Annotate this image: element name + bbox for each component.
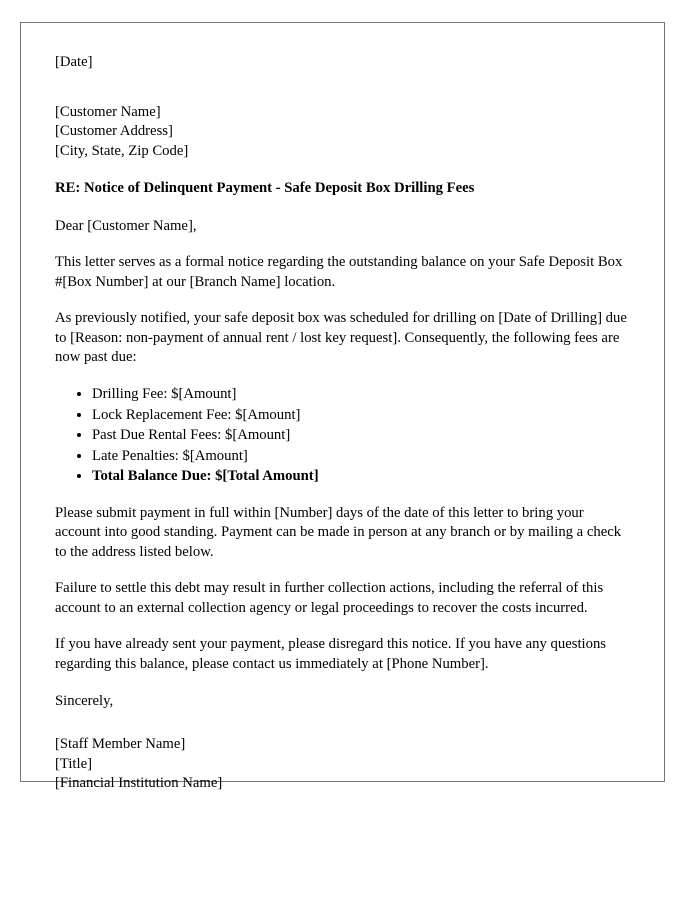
recipient-address-block [55, 103, 630, 162]
closing: Sincerely, [55, 692, 114, 709]
list-item: • Late Penalties: $[Amount] [92, 447, 630, 467]
paragraph-payment-instructions: Please submit payment in full within [Number] days of the date of this letter to bring your account into good standing. Payment can be made in person at any branch or by mailing a check to the address listed below. [55, 504, 622, 560]
list-item: • Drilling Fee: $[Amount] [92, 385, 630, 405]
date-line: [Date] [55, 54, 93, 70]
list-item: • Past Due Rental Fees: $[Amount] [92, 426, 630, 446]
subject-line: RE: Notice of Delinquent Payment - Safe Deposit Box Drilling Fees [55, 180, 475, 197]
signature-block [55, 735, 630, 794]
list-item-total-balance: • Total Balance Due: $[Total Amount] [92, 467, 630, 487]
list-item: • Lock Replacement Fee: $[Amount] [92, 406, 630, 426]
paragraph-collection-warning: Failure to settle this debt may result in further collection actions, including the referral of this account to an external collection agency or legal proceedings to recover the costs incurred. [55, 580, 604, 616]
letter-frame [20, 22, 665, 792]
signature-line-2: [Title] [55, 755, 92, 772]
recipient-line-3: [City, State, Zip Code] [55, 142, 189, 159]
letter-body [55, 53, 630, 794]
paragraph-drilling-notice: As previously notified, your safe deposit box was scheduled for drilling on [Date of Drilling] due to [Reason: non-payment of annual rent / lost key request]. Consequently, the following fees are now past due: [55, 310, 627, 366]
signature-line-1: [Staff Member Name] [55, 736, 186, 753]
fees-list [55, 385, 630, 487]
salutation: Dear [Customer Name], [55, 217, 197, 234]
signature-line-3: [Financial Institution Name] [55, 775, 223, 792]
paragraph-disregard-notice: If you have already sent your payment, please disregard this notice. If you have any questions regarding this balance, please contact us immediately at [Phone Number]. [55, 636, 607, 673]
recipient-line-1: [Customer Name] [55, 103, 161, 120]
paragraph-opening: This letter serves as a formal notice regarding the outstanding balance on your Safe Deposit Box #[Box Number] at our [Branch Name] location. [55, 254, 623, 290]
recipient-line-2: [Customer Address] [55, 123, 173, 140]
